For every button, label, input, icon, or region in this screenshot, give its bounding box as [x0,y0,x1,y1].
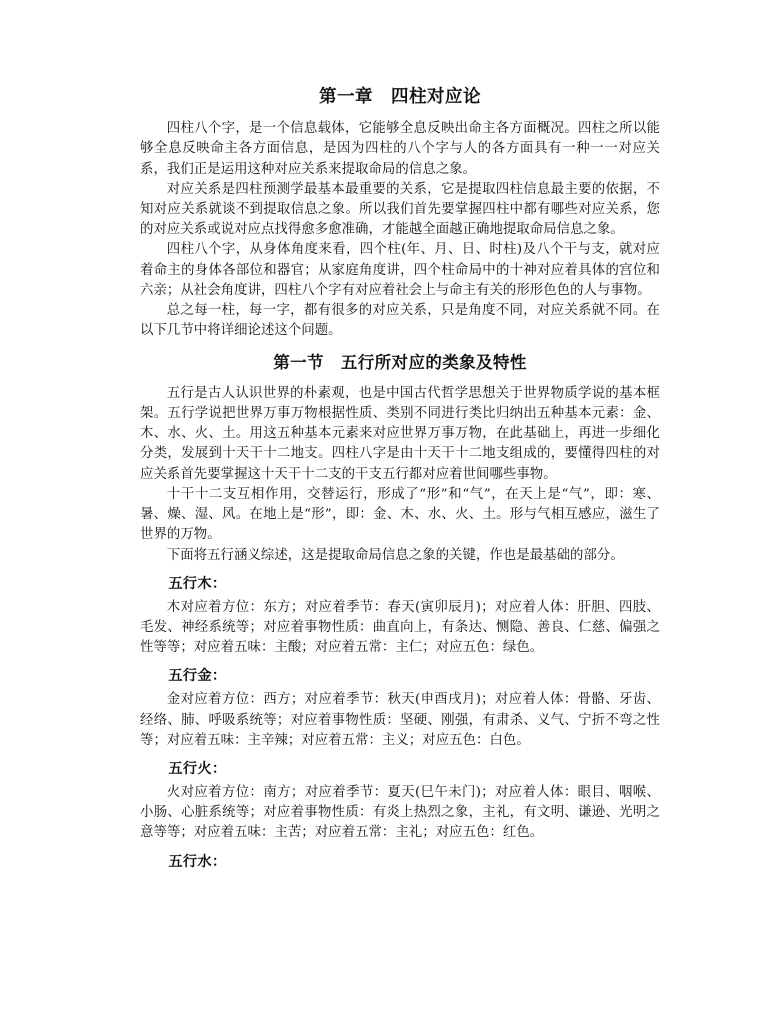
paragraph-wuxing-jin: 金对应着方位：西方；对应着季节：秋天(申酉戌月)；对应着人体：骨骼、牙齿、经络、肺、呼吸系统等；对应着事物性质：坚硬、刚强，有肃杀、义气、宁折不弯之性等；对应着五味：主辛辣；对应着五常：主义；对应五色：白色。 [140,692,660,748]
chapter-title: 第一章 四柱对应论 [319,87,481,107]
subheading-wuxing-shui: 五行水： [168,853,227,870]
subheading-wuxing-huo: 五行火： [168,760,227,777]
paragraph-3: 四柱八个字，从身体角度来看，四个柱(年、月、日、时柱)及八个干与支，就对应着命主的身体各部位和器官；从家庭角度讲，四个柱命局中的十神对应着具体的宫位和六亲；从社会角度讲，四柱八个字有对应着社会上与命主有关的形形色色的人与事物。 [140,242,660,298]
paragraph-5: 五行是古人认识世界的朴素观，也是中国古代哲学思想关于世界物质学说的基本框架。五行学说把世界万事万物根据性质、类别不同进行类比归纳出五种基本元素：金、木、水、火、土。用这五种基本元素来对应世界万事万物，在此基础上，再进一步细化分类，发展到十天干十二地支。四柱八字是由十天干十二地支组成的，要懂得四柱的对应关系首先要掌握这十天干十二支的干支五行都对应着世间哪些事物。 [140,385,660,482]
section-title: 第一节 五行所对应的类象及特性 [273,353,527,373]
subheading-wuxing-jin: 五行金： [168,668,227,685]
paragraph-1: 四柱八个字，是一个信息载体，它能够全息反映出命主各方面概况。四柱之所以能够全息反映命主各方面信息，是因为四柱的八个字与人的各方面具有一种一一对应关系，我们正是运用这种对应关系来提取命局的信息之象。 [140,121,660,177]
page-content [140,84,660,876]
paragraph-wuxing-mu: 木对应着方位：东方；对应着季节：春天(寅卯辰月)；对应着人体：肝胆、四肢、毛发、神经系统等；对应着事物性质：曲直向上，有条达、恻隐、善良、仁慈、偏强之性等等；对应着五味：主酸；对应着五常：主仁；对应五色：绿色。 [140,599,660,656]
paragraph-4: 总之每一柱，每一字，都有很多的对应关系，只是角度不同，对应关系就不同。在以下几节中将详细论述这个问题。 [140,303,660,339]
subheading-wuxing-mu: 五行木： [168,575,227,592]
paragraph-7: 下面将五行涵义综述，这是提取命局信息之象的关键，作也是最基础的部分。 [166,547,624,563]
paragraph-2: 对应关系是四柱预测学最基本最重要的关系，它是提取四柱信息最主要的依据，不知对应关系就谈不到提取信息之象。所以我们首先要掌握四柱中都有哪些对应关系，您的对应关系或说对应点找得愈多愈准确，才能越全面越正确地提取命局信息之象。 [140,181,660,238]
paragraph-wuxing-huo: 火对应着方位：南方；对应着季节：夏天(巳午未门)；对应着人体：眼目、咽喉、小肠、心脏系统等；对应着事物性质：有炎上热烈之象，主礼，有文明、谦逊、光明之意等等；对应着五味：主苦；对应着五常：主礼；对应五色：红色。 [140,784,660,841]
paragraph-6: 十干十二支互相作用，交替运行，形成了“形”和“气”，在天上是“气”，即：寒、暑、燥、湿、风。在地上是“形”，即：金、木、水、火、土。形与气相互感应，滋生了世界的万物。 [140,486,660,543]
